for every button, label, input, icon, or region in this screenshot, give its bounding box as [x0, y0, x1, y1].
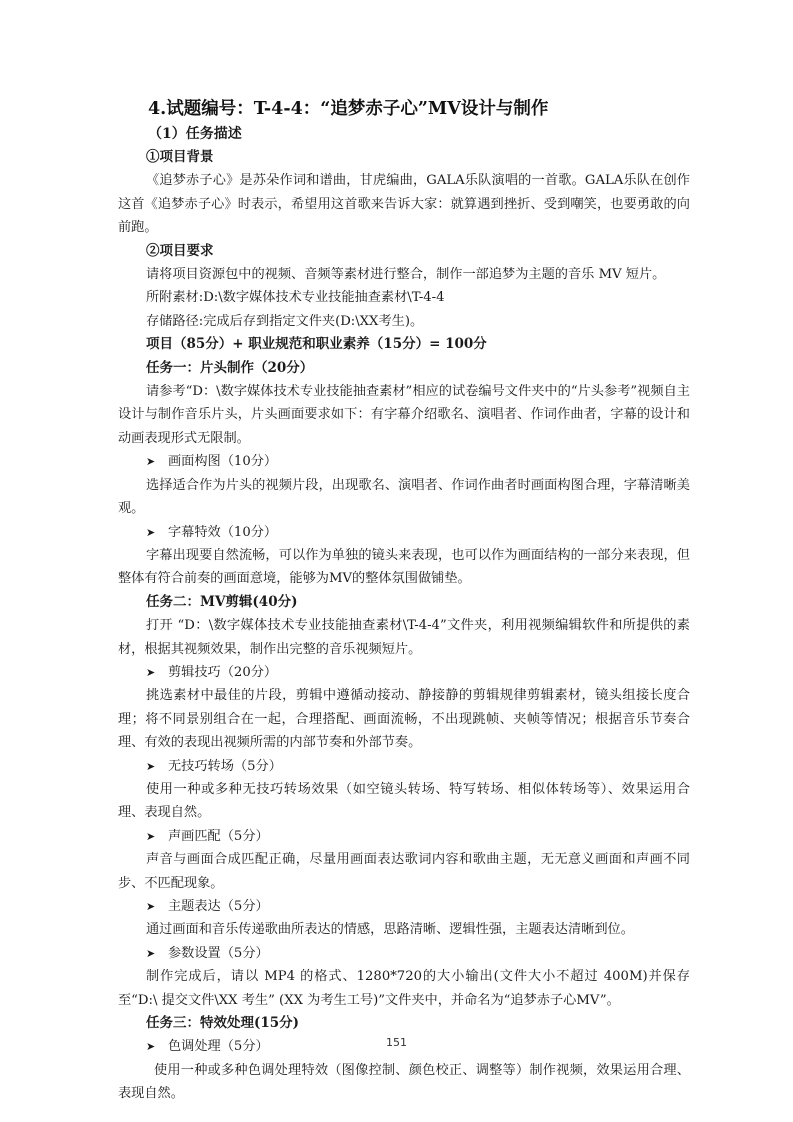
- bullet-item: [146, 942, 690, 965]
- bullet-label: 画面构图（10分）: [168, 454, 278, 470]
- bullet-paragraph: 制作完成后，请以 MP4 的格式、1280*720的大小输出(文件大小不超过 400M)并保存至“D:\ 提交文件\XX 考生” (XX 为考生工号)”文件夹中，并命名为“追梦赤子心MV”。: [118, 969, 690, 1008]
- material-line: 所附素材:D:\数字媒体技术专业技能抽查素材\T-4-4: [146, 290, 445, 306]
- arrowhead-bullet-icon: ➤: [146, 1040, 156, 1054]
- requirements-heading: ②项目要求: [146, 242, 214, 259]
- bullet-paragraph: 使用一种或多种无技巧转场效果（如空镜头转场、特写转场、相似体转场等）、效果运用合理、表现自然。: [118, 781, 690, 821]
- arrowhead-bullet-icon: ➤: [146, 946, 156, 960]
- bullet-paragraph: 声音与画面合成匹配正确，尽量用画面表达歌词内容和歌曲主题，无无意义画面和声画不同步、不匹配现象。: [118, 852, 690, 891]
- bullet-label: 无技巧转场（5分）: [168, 758, 282, 774]
- arrowhead-bullet-icon: ➤: [146, 829, 156, 843]
- bullet-item: [146, 825, 690, 848]
- bullet-item: [146, 755, 690, 778]
- page-title: 4.试题编号：T-4-4：“追梦赤子心”MV设计与制作: [148, 99, 549, 119]
- bullet-paragraph: 通过画面和音乐传递歌曲所表达的情感，思路清晰、逻辑性强，主题表达清晰到位。: [146, 922, 634, 938]
- bullet-label: 剪辑技巧（20分）: [168, 664, 278, 680]
- page-number: 151: [386, 1036, 407, 1049]
- task2-paragraph: 打开 “D：\数字媒体技术专业技能抽查素材\T-4-4”文件夹，利用视频编辑软件和所提供的素材，根据其视频效果，制作出完整的音乐视频短片。: [118, 618, 690, 657]
- bullet-label: 主题表达（5分）: [168, 899, 269, 914]
- arrowhead-bullet-icon: ➤: [146, 900, 156, 913]
- bullet-item: [146, 661, 690, 684]
- requirements-paragraph: 请将项目资源包中的视频、音频等素材进行整合，制作一部追梦为主题的音乐 MV 短片。: [146, 267, 666, 283]
- bullet-item: [146, 521, 690, 544]
- storage-line: 存储路径:完成后存到指定文件夹(D:\XX考生)。: [146, 313, 424, 329]
- score-line: 项目（85分）+ 职业规范和职业素养（15分）= 100分: [146, 336, 487, 353]
- bullet-label: 声画匹配（5分）: [168, 828, 269, 844]
- background-paragraph: 《追梦赤子心》是苏朵作词和谱曲，甘虎编曲，GALA乐队演唱的一首歌。GALA乐队在创作这首《追梦赤子心》时表示，希望用这首歌来告诉大家：就算遇到挫折、受到嘲笑，也要勇敢的向前跑。: [118, 173, 690, 236]
- bullet-paragraph: 挑选素材中最佳的片段，剪辑中遵循动接动、静接静的剪辑规律剪辑素材，镜头组接长度合理；将不同景别组合在一起，合理搭配、画面流畅，不出现跳帧、夹帧等情况；根据音乐节奏合理、有效的表现出视频所需的内部节奏和外部节奏。: [118, 688, 690, 751]
- bullet-label: 参数设置（5分）: [168, 945, 269, 961]
- arrowhead-bullet-icon: ➤: [146, 455, 156, 469]
- bullet-paragraph: 使用一种或多种色调处理特效（图像控制、颜色校正、调整等）制作视频，效果运用合理、表现自然。: [118, 1062, 690, 1102]
- bullet-item: [146, 450, 690, 473]
- task3-heading: 任务三：特效处理(15分): [146, 1015, 300, 1032]
- bullet-paragraph: 选择适合作为片头的视频片段，出现歌名、演唱者、作词作曲者时画面构图合理，字幕清晰美观。: [118, 477, 690, 517]
- bullet-item: [146, 895, 690, 918]
- arrowhead-bullet-icon: ➤: [146, 525, 156, 539]
- arrowhead-bullet-icon: ➤: [146, 759, 156, 773]
- task1-paragraph: 请参考“D：\数字媒体技术专业技能抽查素材”相应的试卷编号文件夹中的“片头参考”视频自主设计与制作音乐片头，片头画面要求如下：有字幕介绍歌名、演唱者、作词作曲者，字幕的设计和动画表现形式无限制。: [118, 384, 690, 446]
- background-heading: ①项目背景: [146, 149, 214, 165]
- bullet-label: 色调处理（5分）: [168, 1039, 269, 1055]
- section-task-description: （1）任务描述: [148, 126, 242, 142]
- document-body: [118, 96, 690, 1106]
- task2-heading: 任务二：MV剪辑(40分): [146, 593, 298, 610]
- arrowhead-bullet-icon: ➤: [146, 665, 156, 679]
- bullet-paragraph: 字幕出现要自然流畅，可以作为单独的镜头来表现，也可以作为画面结构的一部分来表现，但整体有符合前奏的画面意境，能够为MV的整体氛围做铺垫。: [118, 547, 690, 587]
- bullet-label: 字幕特效（10分）: [168, 524, 278, 540]
- task1-heading: 任务一：片头制作（20分）: [146, 359, 314, 376]
